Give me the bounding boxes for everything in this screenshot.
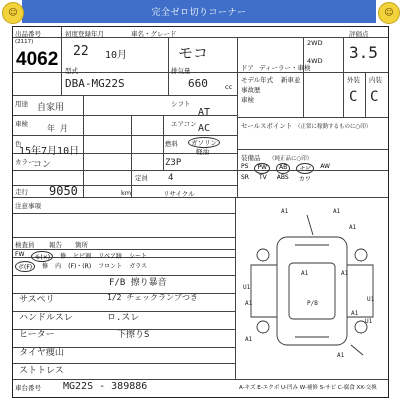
mark-4: U1 bbox=[367, 296, 375, 303]
lot-sub: (2117) bbox=[15, 39, 34, 45]
note-line-6: ヒーター bbox=[19, 330, 55, 340]
door-label: ドア bbox=[241, 64, 254, 72]
new-car-label: 新車並 bbox=[281, 76, 301, 84]
shift-value: AT bbox=[198, 107, 211, 118]
note-line-1: F/B 擦り暴音 bbox=[109, 278, 167, 288]
page-header bbox=[22, 0, 376, 23]
notes-title: 注意事項 bbox=[15, 202, 41, 210]
fuel-gas: ガソリン bbox=[188, 137, 220, 148]
accident-label: 事故歴 bbox=[241, 86, 261, 94]
mark-5: A1 bbox=[301, 270, 309, 277]
equip-navi: ナビ bbox=[296, 163, 314, 174]
vin-value: MG22S - 389886 bbox=[63, 381, 148, 392]
drive-4wd: 4WD bbox=[307, 57, 323, 65]
model-year-label: モデル年式 bbox=[241, 76, 274, 84]
wheel-rear-left-icon bbox=[257, 321, 269, 333]
auction-sheet bbox=[12, 26, 389, 398]
usage-label: 用途 bbox=[15, 100, 28, 108]
score-label: 評価点 bbox=[349, 30, 369, 38]
mark-12: U1 bbox=[365, 318, 373, 325]
note-line-9: ストトレス bbox=[19, 366, 64, 376]
month-value: 10月 bbox=[105, 50, 128, 61]
note-line-7: 下擦りS bbox=[117, 330, 150, 340]
capacity-value: 4 bbox=[168, 173, 174, 183]
mileage-unit: km bbox=[121, 189, 132, 197]
mark-2: A1 bbox=[333, 208, 341, 215]
note-line-4: ハンドルスレ bbox=[19, 313, 73, 323]
mileage-label: 走行 bbox=[15, 188, 28, 196]
shaken-label: 車検 bbox=[15, 120, 28, 128]
inspection-label: 検査員 bbox=[15, 241, 35, 249]
mark-11: A1 bbox=[351, 310, 359, 317]
equip-abs: ABS bbox=[276, 174, 289, 181]
shaken-value: 年 月 bbox=[47, 124, 68, 133]
car-name-value: モコ bbox=[178, 44, 209, 62]
ac-label: エアコン bbox=[171, 120, 197, 128]
shaken-small-label: 車検 bbox=[241, 96, 254, 104]
wheel-front-right-icon bbox=[355, 249, 367, 261]
int-label: 内装 bbox=[369, 76, 382, 84]
cc-label: 排気量 bbox=[171, 67, 191, 75]
equipment-row-2 bbox=[241, 174, 389, 183]
equip-kawa: カワ bbox=[298, 176, 311, 183]
check-row-1: FW モ(×) 修 ヒビ割 リペア跡 シート bbox=[15, 251, 148, 261]
model-value: DBA-MG22S bbox=[65, 77, 125, 90]
mileage-value: 9050 bbox=[49, 184, 78, 198]
equip-tv: TV bbox=[258, 174, 267, 181]
int-value: C bbox=[370, 89, 379, 105]
cc-unit: cc bbox=[225, 83, 233, 91]
logo-left-icon: ☺ bbox=[2, 2, 24, 24]
car-cabin-outline bbox=[289, 263, 335, 319]
note-line-3: 1/2 チェックランプつき bbox=[107, 293, 199, 302]
car-body-outline bbox=[277, 237, 347, 345]
lot-number: 4062 bbox=[16, 49, 59, 70]
equip-sr: SR bbox=[241, 174, 249, 181]
capacity-label: 定員 bbox=[135, 174, 148, 182]
ac-value: AC bbox=[198, 123, 211, 134]
color2-value: コン bbox=[33, 160, 52, 170]
mark-6: A1 bbox=[341, 270, 349, 277]
equip-pw: PW bbox=[254, 163, 270, 174]
leader-line-bottom bbox=[351, 345, 363, 355]
equip-ab: AB bbox=[276, 163, 290, 174]
year-value: 22 bbox=[73, 44, 89, 59]
first-reg-label: 初度登録年月 bbox=[65, 30, 104, 38]
ext-value: C bbox=[349, 89, 358, 105]
ext-label: 外装 bbox=[347, 76, 360, 84]
report-label: 報告 bbox=[49, 241, 62, 249]
shift-label: シフト bbox=[171, 100, 191, 108]
sales-point-sub: （正常に稼動するものに○印） bbox=[295, 124, 372, 130]
equipment-row-1 bbox=[241, 163, 389, 174]
color-label: 色 bbox=[15, 140, 22, 148]
model-label: 型式 bbox=[65, 67, 78, 75]
check-row-2: ボ(F) 修 内 (F)・(R) フロント ガラス bbox=[15, 261, 235, 272]
car-damage-diagram bbox=[241, 205, 383, 365]
fuel-label: 燃料 bbox=[165, 140, 178, 148]
color-value: 15年7月10日 bbox=[19, 146, 80, 157]
note-line-8: タイヤ痩山 bbox=[19, 348, 64, 358]
dealer-label: ディーラー・車検 bbox=[259, 64, 311, 72]
recycle-label: リサイクル bbox=[163, 190, 195, 198]
car-left-side bbox=[251, 265, 277, 317]
equipment-title: 装備品 bbox=[241, 154, 261, 162]
lot-label: 出品番号 bbox=[15, 30, 41, 38]
score-value: 3.5 bbox=[349, 43, 378, 62]
drive-2wd: 2WD bbox=[307, 39, 323, 47]
color2-label: カラー bbox=[15, 158, 35, 166]
mark-7: U1 bbox=[243, 284, 251, 291]
car-name-label: 車名・グレード bbox=[131, 30, 177, 38]
logo-right-icon: ☺ bbox=[378, 2, 400, 24]
sales-point-title: セールスポイント bbox=[241, 122, 293, 130]
fuel-diesel: 軽油 bbox=[196, 148, 209, 156]
wheel-front-left-icon bbox=[257, 249, 269, 261]
cc-value: 660 bbox=[188, 77, 208, 90]
mark-8: A1 bbox=[245, 300, 253, 307]
mark-1: A1 bbox=[281, 208, 289, 215]
usage-value: 自家用 bbox=[37, 103, 65, 113]
equip-aw: AW bbox=[320, 163, 330, 170]
note-line-2: サスペリ bbox=[19, 295, 55, 305]
equipment-sub: （純正品に○印） bbox=[269, 156, 313, 162]
damage-legend: A-キズ E-エクボ U-凹み W-補修 S-サビ C-腐食 XX-交換 bbox=[239, 385, 377, 391]
color-code: Z3P bbox=[165, 158, 182, 168]
note-line-5: ロ.スレ bbox=[107, 313, 140, 323]
mark-13: A1 bbox=[337, 352, 345, 359]
mark-10: A1 bbox=[245, 336, 253, 343]
leader-line-top bbox=[307, 215, 313, 235]
header-title: 完全ゼロ切りコーナー bbox=[151, 8, 247, 18]
mark-3: A1 bbox=[349, 224, 357, 231]
mark-9: P/B bbox=[307, 300, 318, 307]
vin-label: 車台番号 bbox=[15, 384, 41, 392]
equip-ps: PS bbox=[241, 163, 249, 170]
parts-label: 箇所 bbox=[75, 241, 88, 249]
